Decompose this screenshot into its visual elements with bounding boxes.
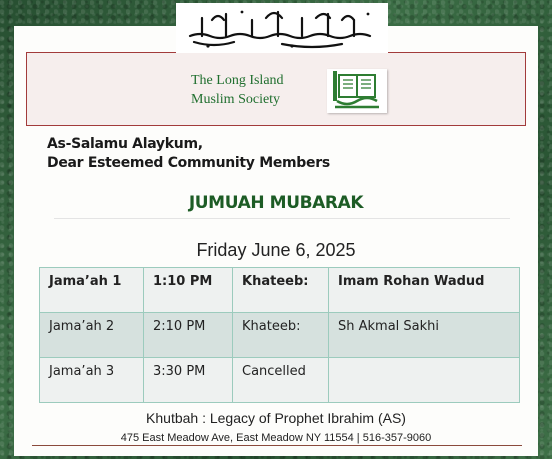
greeting bbox=[47, 135, 330, 173]
khateeb-cell: Sh Akmal Sakhi bbox=[329, 313, 520, 358]
table-row bbox=[40, 313, 520, 358]
khateeb-cell: Imam Rohan Wadud bbox=[329, 268, 520, 313]
jamaah-cell: Jama’ah 3 bbox=[40, 358, 144, 403]
jamaah-cell: Jama’ah 1 bbox=[40, 268, 144, 313]
greeting-audience: Dear Esteemed Community Members bbox=[47, 155, 330, 171]
jamaah-cell: Jama’ah 2 bbox=[40, 313, 144, 358]
greeting-salutation: As-Salamu Alaykum, bbox=[47, 136, 203, 152]
header-box bbox=[26, 52, 526, 126]
table-row bbox=[40, 268, 520, 313]
divider bbox=[54, 218, 510, 219]
role-cell: Khateeb: bbox=[233, 268, 329, 313]
event-date: Friday June 6, 2025 bbox=[196, 240, 356, 260]
time-cell: 1:10 PM bbox=[144, 268, 233, 313]
quran-book-logo-icon bbox=[327, 69, 387, 113]
time-cell: 2:10 PM bbox=[144, 313, 233, 358]
role-cell: Cancelled bbox=[233, 358, 329, 403]
org-name: The Long Island Muslim Society bbox=[191, 73, 284, 107]
role-cell: Khateeb: bbox=[233, 313, 329, 358]
footer-divider bbox=[32, 445, 522, 446]
time-cell: 3:30 PM bbox=[144, 358, 233, 403]
address-contact: 475 East Meadow Ave, East Meadow NY 11554 | 516-357-9060 bbox=[120, 432, 432, 444]
khateeb-cell bbox=[329, 358, 520, 403]
prayer-schedule-table bbox=[39, 267, 520, 403]
jumuah-banner: JUMUAH MUBARAK bbox=[188, 193, 364, 213]
table-row bbox=[40, 358, 520, 403]
bismillah-calligraphy-icon bbox=[176, 3, 388, 53]
khutbah-topic: Khutbah : Legacy of Prophet Ibrahim (AS) bbox=[146, 410, 406, 426]
